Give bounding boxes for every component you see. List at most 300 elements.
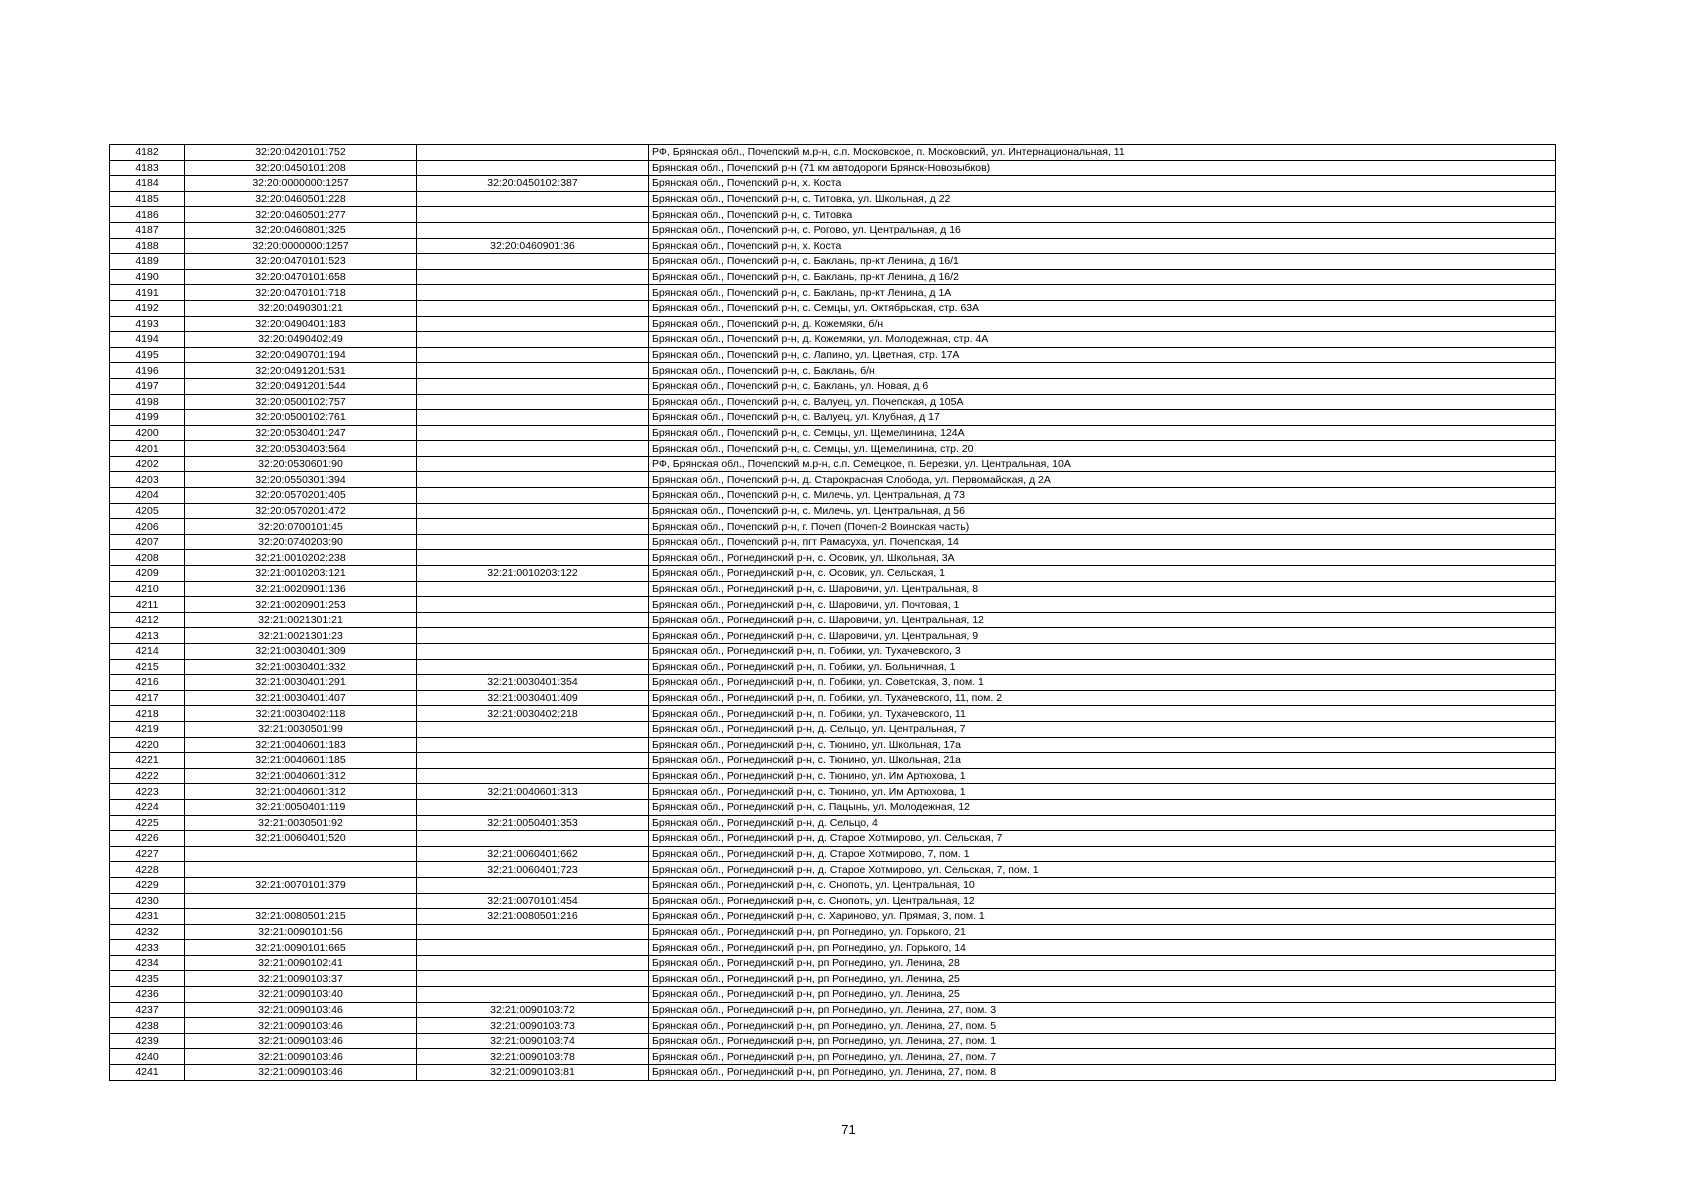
row-number-cell: 4213 [110, 628, 185, 644]
row-number-cell: 4212 [110, 612, 185, 628]
cadastral-number-cell: 32:21:0030401:309 [185, 644, 417, 660]
page-number: 71 [841, 1122, 856, 1137]
row-number-cell: 4234 [110, 955, 185, 971]
table-row [110, 690, 1556, 706]
row-number-cell: 4237 [110, 1002, 185, 1018]
table-row [110, 1049, 1556, 1065]
address-cell: Брянская обл., Рогнединский р-н, с. Хариново, ул. Прямая, 3, пом. 1 [649, 909, 1556, 925]
table-row [110, 300, 1556, 316]
cadastral-number-cell: 32:21:0040601:185 [185, 753, 417, 769]
sub-object-number-cell [417, 332, 649, 348]
table-row [110, 659, 1556, 675]
cadastral-number-cell: 32:20:0500102:761 [185, 410, 417, 426]
property-table [109, 144, 1556, 1081]
cadastral-number-cell: 32:20:0460501:228 [185, 191, 417, 207]
sub-object-number-cell [417, 534, 649, 550]
address-cell: Брянская обл., Рогнединский р-н, с. Шаровичи, ул. Центральная, 8 [649, 581, 1556, 597]
table-row [110, 940, 1556, 956]
address-cell: Брянская обл., Рогнединский р-н, рп Рогнедино, ул. Ленина, 27, пом. 7 [649, 1049, 1556, 1065]
table-row [110, 784, 1556, 800]
row-number-cell: 4226 [110, 831, 185, 847]
row-number-cell: 4202 [110, 456, 185, 472]
sub-object-number-cell [417, 347, 649, 363]
address-cell: Брянская обл., Почепский р-н, с. Баклань, пр-кт Ленина, д 1А [649, 285, 1556, 301]
sub-object-number-cell [417, 550, 649, 566]
row-number-cell: 4238 [110, 1018, 185, 1034]
row-number-cell: 4229 [110, 877, 185, 893]
address-cell: Брянская обл., Почепский р-н, с. Баклань, пр-кт Ленина, д 16/2 [649, 269, 1556, 285]
table-row [110, 893, 1556, 909]
table-row [110, 456, 1556, 472]
sub-object-number-cell [417, 145, 649, 161]
row-number-cell: 4231 [110, 909, 185, 925]
cadastral-number-cell: 32:21:0090103:37 [185, 971, 417, 987]
cadastral-number-cell: 32:21:0050401:119 [185, 799, 417, 815]
row-number-cell: 4219 [110, 721, 185, 737]
address-cell: Брянская обл., Рогнединский р-н, д. Сельцо, 4 [649, 815, 1556, 831]
sub-object-number-cell [417, 160, 649, 176]
address-cell: Брянская обл., Рогнединский р-н, п. Гобики, ул. Тухачевского, 3 [649, 644, 1556, 660]
table-body [110, 145, 1556, 1081]
address-cell: Брянская обл., Почепский р-н, с. Рогово, ул. Центральная, д 16 [649, 222, 1556, 238]
row-number-cell: 4188 [110, 238, 185, 254]
address-cell: Брянская обл., Почепский р-н, с. Баклань, б/н [649, 363, 1556, 379]
table-row [110, 222, 1556, 238]
cadastral-number-cell: 32:21:0080501:215 [185, 909, 417, 925]
row-number-cell: 4184 [110, 176, 185, 192]
row-number-cell: 4207 [110, 534, 185, 550]
row-number-cell: 4193 [110, 316, 185, 332]
sub-object-number-cell [417, 877, 649, 893]
address-cell: РФ, Брянская обл., Почепский м.р-н, с.п. Московское, п. Московский, ул. Интернациональная, 11 [649, 145, 1556, 161]
row-number-cell: 4205 [110, 503, 185, 519]
table-row [110, 628, 1556, 644]
sub-object-number-cell [417, 269, 649, 285]
table-row [110, 1002, 1556, 1018]
address-cell: Брянская обл., Рогнединский р-н, рп Рогнедино, ул. Ленина, 25 [649, 987, 1556, 1003]
sub-object-number-cell [417, 955, 649, 971]
table-row [110, 924, 1556, 940]
address-cell: Брянская обл., Рогнединский р-н, п. Гобики, ул. Больничная, 1 [649, 659, 1556, 675]
cadastral-number-cell [185, 862, 417, 878]
row-number-cell: 4210 [110, 581, 185, 597]
table-row [110, 269, 1556, 285]
table-row [110, 160, 1556, 176]
cadastral-number-cell: 32:20:0491201:544 [185, 378, 417, 394]
cadastral-number-cell: 32:20:0460801:325 [185, 222, 417, 238]
table-row [110, 831, 1556, 847]
table-row [110, 877, 1556, 893]
table-row [110, 1033, 1556, 1049]
table-row [110, 987, 1556, 1003]
sub-object-number-cell [417, 612, 649, 628]
table-row [110, 566, 1556, 582]
address-cell: Брянская обл., Рогнединский р-н, рп Рогнедино, ул. Ленина, 28 [649, 955, 1556, 971]
cadastral-number-cell: 32:21:0040601:183 [185, 737, 417, 753]
sub-object-number-cell [417, 581, 649, 597]
sub-object-number-cell [417, 987, 649, 1003]
table-row [110, 285, 1556, 301]
sub-object-number-cell [417, 940, 649, 956]
address-cell: Брянская обл., Почепский р-н, с. Семцы, ул. Щемелинина, стр. 20 [649, 441, 1556, 457]
row-number-cell: 4221 [110, 753, 185, 769]
sub-object-number-cell [417, 456, 649, 472]
sub-object-number-cell: 32:21:0090103:74 [417, 1033, 649, 1049]
address-cell: Брянская обл., Рогнединский р-н, п. Гобики, ул. Советская, 3, пом. 1 [649, 675, 1556, 691]
sub-object-number-cell: 32:21:0030402:218 [417, 706, 649, 722]
cadastral-number-cell: 32:21:0030402:118 [185, 706, 417, 722]
row-number-cell: 4235 [110, 971, 185, 987]
cadastral-number-cell: 32:21:0070101:379 [185, 877, 417, 893]
row-number-cell: 4218 [110, 706, 185, 722]
table-row [110, 519, 1556, 535]
row-number-cell: 4240 [110, 1049, 185, 1065]
row-number-cell: 4233 [110, 940, 185, 956]
table-row [110, 238, 1556, 254]
table-row [110, 550, 1556, 566]
row-number-cell: 4220 [110, 737, 185, 753]
sub-object-number-cell [417, 363, 649, 379]
cadastral-number-cell: 32:20:0470101:718 [185, 285, 417, 301]
row-number-cell: 4216 [110, 675, 185, 691]
sub-object-number-cell [417, 831, 649, 847]
address-cell: Брянская обл., Рогнединский р-н, с. Осовик, ул. Школьная, 3А [649, 550, 1556, 566]
sub-object-number-cell [417, 644, 649, 660]
sub-object-number-cell [417, 924, 649, 940]
row-number-cell: 4228 [110, 862, 185, 878]
table-row [110, 799, 1556, 815]
cadastral-number-cell: 32:20:0470101:658 [185, 269, 417, 285]
cadastral-number-cell: 32:21:0040601:312 [185, 768, 417, 784]
row-number-cell: 4182 [110, 145, 185, 161]
cadastral-number-cell: 32:20:0570201:405 [185, 488, 417, 504]
cadastral-number-cell: 32:21:0021301:23 [185, 628, 417, 644]
cadastral-number-cell: 32:20:0500102:757 [185, 394, 417, 410]
sub-object-number-cell [417, 394, 649, 410]
table-row [110, 472, 1556, 488]
row-number-cell: 4199 [110, 410, 185, 426]
sub-object-number-cell [417, 768, 649, 784]
address-cell: Брянская обл., Рогнединский р-н, с. Тюнино, ул. Школьная, 17а [649, 737, 1556, 753]
cadastral-number-cell: 32:21:0021301:21 [185, 612, 417, 628]
row-number-cell: 4223 [110, 784, 185, 800]
address-cell: Брянская обл., Рогнединский р-н, с. Пацынь, ул. Молодежная, 12 [649, 799, 1556, 815]
table-row [110, 753, 1556, 769]
table-row [110, 378, 1556, 394]
cadastral-number-cell: 32:21:0030401:407 [185, 690, 417, 706]
sub-object-number-cell [417, 441, 649, 457]
cadastral-number-cell: 32:20:0490401:183 [185, 316, 417, 332]
table-row [110, 176, 1556, 192]
sub-object-number-cell: 32:21:0030401:409 [417, 690, 649, 706]
address-cell: Брянская обл., Почепский р-н, х. Коста [649, 238, 1556, 254]
address-cell: Брянская обл., Почепский р-н, д. Кожемяки, ул. Молодежная, стр. 4А [649, 332, 1556, 348]
sub-object-number-cell [417, 316, 649, 332]
address-cell: Брянская обл., Почепский р-н, с. Титовка [649, 207, 1556, 223]
sub-object-number-cell: 32:21:0090103:81 [417, 1065, 649, 1081]
cadastral-number-cell: 32:20:0530401:247 [185, 425, 417, 441]
cadastral-number-cell: 32:21:0060401:520 [185, 831, 417, 847]
address-cell: Брянская обл., Рогнединский р-н, с. Шаровичи, ул. Почтовая, 1 [649, 597, 1556, 613]
address-cell: Брянская обл., Рогнединский р-н, д. Сельцо, ул. Центральная, 7 [649, 721, 1556, 737]
address-cell: Брянская обл., Рогнединский р-н, рп Рогнедино, ул. Ленина, 27, пом. 5 [649, 1018, 1556, 1034]
address-cell: Брянская обл., Рогнединский р-н, д. Старое Хотмирово, ул. Сельская, 7 [649, 831, 1556, 847]
row-number-cell: 4183 [110, 160, 185, 176]
cadastral-number-cell: 32:20:0490701:194 [185, 347, 417, 363]
cadastral-number-cell: 32:20:0420101:752 [185, 145, 417, 161]
sub-object-number-cell [417, 472, 649, 488]
cadastral-number-cell: 32:20:0530403:564 [185, 441, 417, 457]
row-number-cell: 4201 [110, 441, 185, 457]
table-row [110, 316, 1556, 332]
cadastral-number-cell: 32:21:0020901:253 [185, 597, 417, 613]
sub-object-number-cell [417, 753, 649, 769]
cadastral-number-cell: 32:20:0490301:21 [185, 300, 417, 316]
address-cell: Брянская обл., Рогнединский р-н, рп Рогнедино, ул. Горького, 21 [649, 924, 1556, 940]
table-row [110, 737, 1556, 753]
row-number-cell: 4196 [110, 363, 185, 379]
row-number-cell: 4215 [110, 659, 185, 675]
sub-object-number-cell: 32:21:0070101:454 [417, 893, 649, 909]
sub-object-number-cell [417, 597, 649, 613]
cadastral-number-cell: 32:20:0740203:90 [185, 534, 417, 550]
row-number-cell: 4185 [110, 191, 185, 207]
sub-object-number-cell [417, 519, 649, 535]
table-row [110, 488, 1556, 504]
row-number-cell: 4241 [110, 1065, 185, 1081]
sub-object-number-cell: 32:21:0040601:313 [417, 784, 649, 800]
table-row [110, 815, 1556, 831]
table-row [110, 191, 1556, 207]
sub-object-number-cell: 32:20:0460901:36 [417, 238, 649, 254]
row-number-cell: 4230 [110, 893, 185, 909]
table-row [110, 347, 1556, 363]
sub-object-number-cell [417, 971, 649, 987]
cadastral-number-cell: 32:21:0090103:46 [185, 1002, 417, 1018]
table-row [110, 706, 1556, 722]
row-number-cell: 4191 [110, 285, 185, 301]
row-number-cell: 4206 [110, 519, 185, 535]
cadastral-number-cell: 32:21:0010203:121 [185, 566, 417, 582]
sub-object-number-cell [417, 410, 649, 426]
table-row [110, 534, 1556, 550]
cadastral-number-cell: 32:21:0090103:46 [185, 1033, 417, 1049]
address-cell: РФ, Брянская обл., Почепский м.р-н, с.п. Семецкое, п. Березки, ул. Центральная, 10А [649, 456, 1556, 472]
cadastral-number-cell: 32:21:0090101:56 [185, 924, 417, 940]
address-cell: Брянская обл., Почепский р-н, с. Семцы, ул. Октябрьская, стр. 63А [649, 300, 1556, 316]
address-cell: Брянская обл., Почепский р-н, пгт Рамасуха, ул. Почепская, 14 [649, 534, 1556, 550]
cadastral-number-cell: 32:20:0490402:49 [185, 332, 417, 348]
cadastral-number-cell: 32:21:0030501:99 [185, 721, 417, 737]
address-cell: Брянская обл., Почепский р-н, с. Баклань, ул. Новая, д 6 [649, 378, 1556, 394]
row-number-cell: 4190 [110, 269, 185, 285]
cadastral-number-cell: 32:20:0570201:472 [185, 503, 417, 519]
address-cell: Брянская обл., Почепский р-н, с. Титовка, ул. Школьная, д 22 [649, 191, 1556, 207]
cadastral-number-cell: 32:21:0020901:136 [185, 581, 417, 597]
sub-object-number-cell: 32:21:0090103:73 [417, 1018, 649, 1034]
sub-object-number-cell [417, 300, 649, 316]
cadastral-number-cell [185, 893, 417, 909]
address-cell: Брянская обл., Почепский р-н, с. Лапино, ул. Цветная, стр. 17А [649, 347, 1556, 363]
address-cell: Брянская обл., Рогнединский р-н, д. Старое Хотмирово, ул. Сельская, 7, пом. 1 [649, 862, 1556, 878]
sub-object-number-cell [417, 503, 649, 519]
row-number-cell: 4239 [110, 1033, 185, 1049]
cadastral-number-cell: 32:20:0491201:531 [185, 363, 417, 379]
address-cell: Брянская обл., Почепский р-н, д. Старокрасная Слобода, ул. Первомайская, д 2А [649, 472, 1556, 488]
address-cell: Брянская обл., Рогнединский р-н, с. Тюнино, ул. Им Артюхова, 1 [649, 768, 1556, 784]
address-cell: Брянская обл., Почепский р-н, х. Коста [649, 176, 1556, 192]
row-number-cell: 4194 [110, 332, 185, 348]
address-cell: Брянская обл., Рогнединский р-н, рп Рогнедино, ул. Ленина, 25 [649, 971, 1556, 987]
table-row [110, 846, 1556, 862]
row-number-cell: 4197 [110, 378, 185, 394]
table-row [110, 1065, 1556, 1081]
table-row [110, 909, 1556, 925]
address-cell: Брянская обл., Рогнединский р-н, рп Рогнедино, ул. Ленина, 27, пом. 1 [649, 1033, 1556, 1049]
sub-object-number-cell: 32:21:0060401:662 [417, 846, 649, 862]
table-row [110, 363, 1556, 379]
row-number-cell: 4204 [110, 488, 185, 504]
sub-object-number-cell: 32:21:0030401:354 [417, 675, 649, 691]
sub-object-number-cell [417, 628, 649, 644]
row-number-cell: 4187 [110, 222, 185, 238]
table-row [110, 425, 1556, 441]
sub-object-number-cell: 32:21:0080501:216 [417, 909, 649, 925]
cadastral-number-cell: 32:20:0000000:1257 [185, 176, 417, 192]
row-number-cell: 4198 [110, 394, 185, 410]
address-cell: Брянская обл., Почепский р-н, г. Почеп (Почеп-2 Воинская часть) [649, 519, 1556, 535]
table-row [110, 394, 1556, 410]
row-number-cell: 4200 [110, 425, 185, 441]
address-cell: Брянская обл., Почепский р-н, с. Милечь, ул. Центральная, д 73 [649, 488, 1556, 504]
sub-object-number-cell [417, 799, 649, 815]
row-number-cell: 4214 [110, 644, 185, 660]
cadastral-number-cell: 32:21:0090103:46 [185, 1065, 417, 1081]
row-number-cell: 4227 [110, 846, 185, 862]
row-number-cell: 4209 [110, 566, 185, 582]
row-number-cell: 4217 [110, 690, 185, 706]
cadastral-number-cell: 32:21:0090103:40 [185, 987, 417, 1003]
row-number-cell: 4189 [110, 254, 185, 270]
cadastral-number-cell [185, 846, 417, 862]
table-row [110, 955, 1556, 971]
table-row [110, 597, 1556, 613]
sub-object-number-cell [417, 488, 649, 504]
table-row [110, 581, 1556, 597]
row-number-cell: 4192 [110, 300, 185, 316]
address-cell: Брянская обл., Почепский р-н (71 км автодороги Брянск-Новозыбков) [649, 160, 1556, 176]
row-number-cell: 4236 [110, 987, 185, 1003]
address-cell: Брянская обл., Рогнединский р-н, п. Гобики, ул. Тухачевского, 11 [649, 706, 1556, 722]
address-cell: Брянская обл., Почепский р-н, с. Баклань, пр-кт Ленина, д 16/1 [649, 254, 1556, 270]
address-cell: Брянская обл., Почепский р-н, с. Милечь, ул. Центральная, д 56 [649, 503, 1556, 519]
table-row [110, 254, 1556, 270]
address-cell: Брянская обл., Рогнединский р-н, рп Рогнедино, ул. Ленина, 27, пом. 3 [649, 1002, 1556, 1018]
sub-object-number-cell [417, 425, 649, 441]
row-number-cell: 4211 [110, 597, 185, 613]
table-row [110, 503, 1556, 519]
sub-object-number-cell [417, 737, 649, 753]
sub-object-number-cell [417, 285, 649, 301]
row-number-cell: 4222 [110, 768, 185, 784]
sub-object-number-cell [417, 378, 649, 394]
cadastral-number-cell: 32:21:0040601:312 [185, 784, 417, 800]
row-number-cell: 4225 [110, 815, 185, 831]
table-row [110, 768, 1556, 784]
row-number-cell: 4195 [110, 347, 185, 363]
table-row [110, 862, 1556, 878]
sub-object-number-cell [417, 254, 649, 270]
address-cell: Брянская обл., Почепский р-н, с. Валуец, ул. Почепская, д 105А [649, 394, 1556, 410]
address-cell: Брянская обл., Рогнединский р-н, рп Рогнедино, ул. Горького, 14 [649, 940, 1556, 956]
row-number-cell: 4203 [110, 472, 185, 488]
row-number-cell: 4186 [110, 207, 185, 223]
sub-object-number-cell: 32:21:0090103:72 [417, 1002, 649, 1018]
cadastral-number-cell: 32:21:0090102:41 [185, 955, 417, 971]
table-row [110, 145, 1556, 161]
sub-object-number-cell [417, 721, 649, 737]
cadastral-number-cell: 32:21:0030401:332 [185, 659, 417, 675]
sub-object-number-cell [417, 191, 649, 207]
sub-object-number-cell: 32:21:0060401:723 [417, 862, 649, 878]
row-number-cell: 4232 [110, 924, 185, 940]
row-number-cell: 4208 [110, 550, 185, 566]
address-cell: Брянская обл., Рогнединский р-н, с. Снопоть, ул. Центральная, 12 [649, 893, 1556, 909]
cadastral-number-cell: 32:20:0470101:523 [185, 254, 417, 270]
row-number-cell: 4224 [110, 799, 185, 815]
table-row [110, 441, 1556, 457]
cadastral-number-cell: 32:20:0450101:208 [185, 160, 417, 176]
table-row [110, 612, 1556, 628]
address-cell: Брянская обл., Рогнединский р-н, с. Тюнино, ул. Школьная, 21а [649, 753, 1556, 769]
table-row [110, 207, 1556, 223]
cadastral-number-cell: 32:21:0090103:46 [185, 1018, 417, 1034]
address-cell: Брянская обл., Почепский р-н, д. Кожемяки, б/н [649, 316, 1556, 332]
table-row [110, 410, 1556, 426]
sub-object-number-cell: 32:21:0010203:122 [417, 566, 649, 582]
cadastral-number-cell: 32:21:0090101:665 [185, 940, 417, 956]
address-cell: Брянская обл., Почепский р-н, с. Валуец, ул. Клубная, д 17 [649, 410, 1556, 426]
sub-object-number-cell [417, 659, 649, 675]
cadastral-number-cell: 32:21:0010202:238 [185, 550, 417, 566]
cadastral-number-cell: 32:20:0530601:90 [185, 456, 417, 472]
address-cell: Брянская обл., Рогнединский р-н, с. Шаровичи, ул. Центральная, 9 [649, 628, 1556, 644]
table-row [110, 971, 1556, 987]
sub-object-number-cell: 32:21:0050401:353 [417, 815, 649, 831]
sub-object-number-cell [417, 222, 649, 238]
address-cell: Брянская обл., Рогнединский р-н, с. Шаровичи, ул. Центральная, 12 [649, 612, 1556, 628]
table-row [110, 675, 1556, 691]
cadastral-number-cell: 32:21:0090103:46 [185, 1049, 417, 1065]
cadastral-number-cell: 32:21:0030401:291 [185, 675, 417, 691]
cadastral-number-cell: 32:20:0000000:1257 [185, 238, 417, 254]
address-cell: Брянская обл., Рогнединский р-н, с. Снопоть, ул. Центральная, 10 [649, 877, 1556, 893]
table-row [110, 1018, 1556, 1034]
address-cell: Брянская обл., Рогнединский р-н, с. Тюнино, ул. Им Артюхова, 1 [649, 784, 1556, 800]
sub-object-number-cell: 32:21:0090103:78 [417, 1049, 649, 1065]
cadastral-number-cell: 32:21:0030501:92 [185, 815, 417, 831]
address-cell: Брянская обл., Рогнединский р-н, п. Гобики, ул. Тухачевского, 11, пом. 2 [649, 690, 1556, 706]
address-cell: Брянская обл., Рогнединский р-н, рп Рогнедино, ул. Ленина, 27, пом. 8 [649, 1065, 1556, 1081]
address-cell: Брянская обл., Почепский р-н, с. Семцы, ул. Щемелинина, 124А [649, 425, 1556, 441]
cadastral-number-cell: 32:20:0550301:394 [185, 472, 417, 488]
cadastral-number-cell: 32:20:0460501:277 [185, 207, 417, 223]
table-row [110, 644, 1556, 660]
cadastral-number-cell: 32:20:0700101:45 [185, 519, 417, 535]
address-cell: Брянская обл., Рогнединский р-н, д. Старое Хотмирово, 7, пом. 1 [649, 846, 1556, 862]
table-row [110, 721, 1556, 737]
sub-object-number-cell [417, 207, 649, 223]
